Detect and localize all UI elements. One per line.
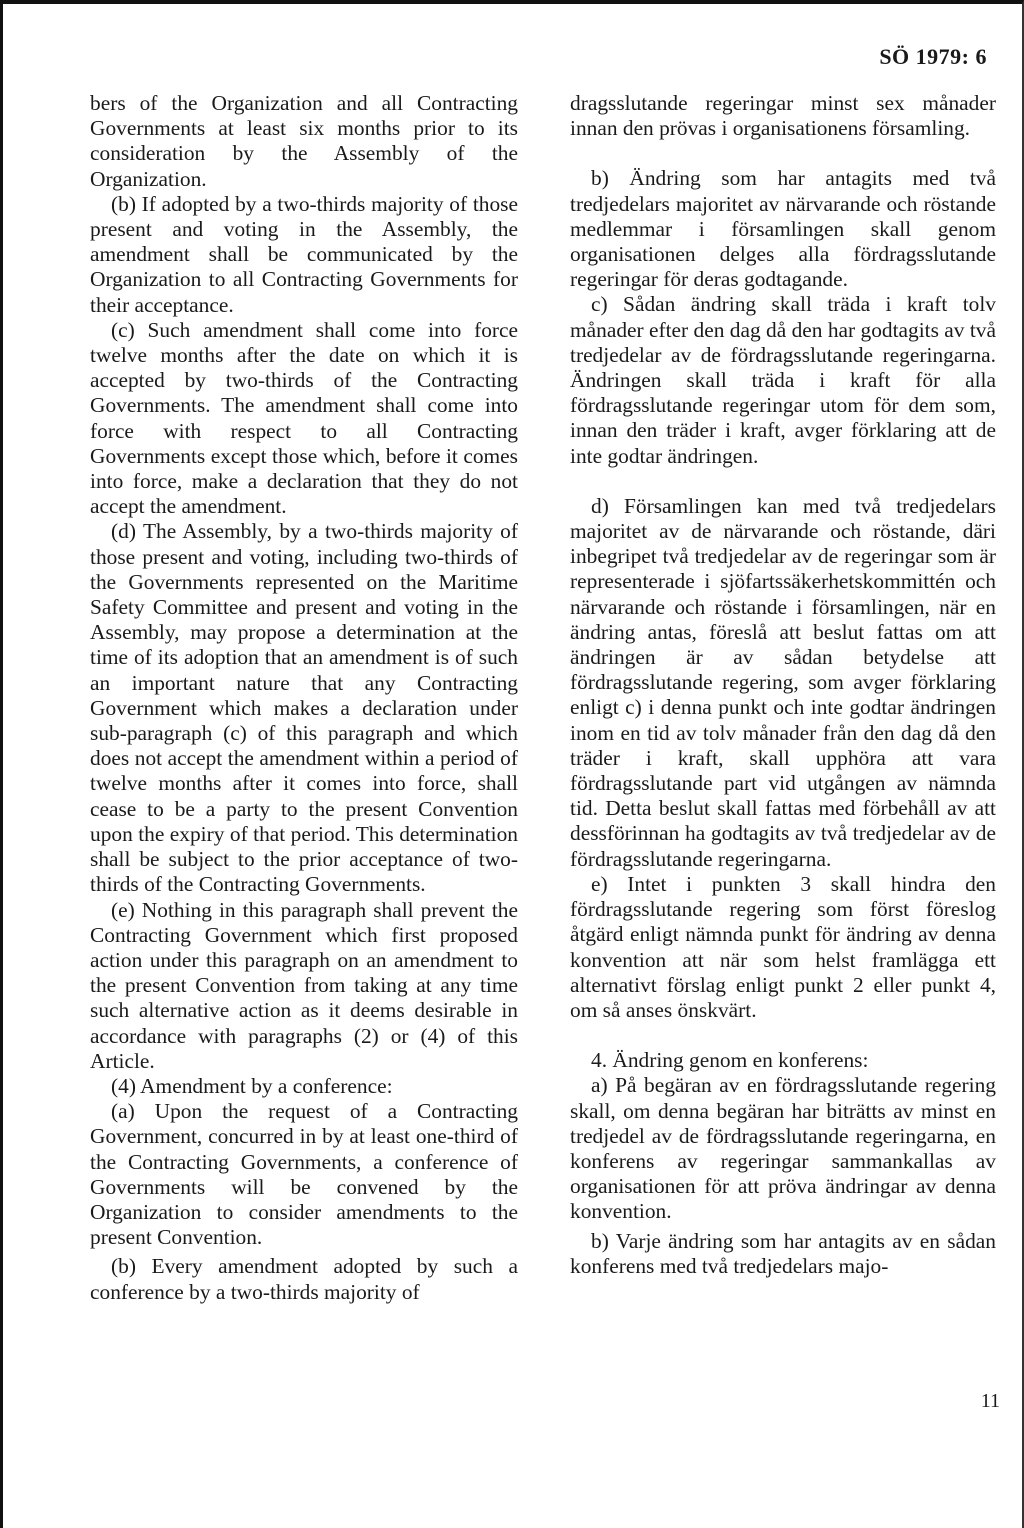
- section-4-heading-sv: 4. Ändring genom en konferens:: [591, 1048, 869, 1073]
- paragraph-4a-sv: a) På begäran av en fördragsslutande regering skall, om denna begäran har biträtts av minst en tredjedel av de fördragsslutande regeringarna, en konferens av regeringar sammankallas av organisationen för att pröva ändringar av denna konvention.: [570, 1073, 996, 1224]
- paragraph-3e-sv: e) Intet i punkten 3 skall hindra den fördragsslutande regering som först föreslog åtgärd enligt nämnda punkt för ändring av denna konvention att när som helst framlägga ett alternativt förslag enligt punkt 2 eller punkt 4, om så anses önskvärt.: [570, 871, 996, 1022]
- page-number: 11: [980, 1390, 1000, 1412]
- paragraph-3a-continued: bers of the Organization and all Contracting Governments at least six months prior to its consideration by the Assembly of the Organization.: [90, 91, 518, 191]
- paragraph-3a-continued-sv: dragsslutande regeringar minst sex månader innan den prövas i organisationens församling.: [570, 91, 996, 141]
- paragraph-3b: (b) If adopted by a two-thirds majority of those present and voting in the Assembly, the amendment shall be communicated by the Organization to all Contracting Governments for their acceptance.: [90, 191, 518, 317]
- paragraph-3d-sv: d) Församlingen kan med två tredjedelars majoritet av de närvarande och röstande, däri inbegripet två tredjedelar av de regeringar som är representerade i sjöfartssäkerhetskommittén och närvarande och röstande i församlingen, när en ändring antas, föreslå att beslut fattas om att ändringen är av sådan betydelse att fördragsslutande regering, som avger förklaring enligt c) i denna punkt och inte godtar ändringen inom en tid av tolv månader från den dag då den träder i kraft, skall upphöra att vara fördragsslutande part vid utgången av nämnda tid. Detta beslut skall fattas med förbehåll av att dessförinnan ha godtagits av två tredjedelar av de fördragsslutande regeringarna.: [570, 493, 996, 871]
- paragraph-3c-sv: c) Sådan ändring skall träda i kraft tolv månader efter den dag då den har godtagits av två tredjedelar av de fördragsslutande regeringarna. Ändringen skall träda i kraft för alla fördragsslutande regeringar utom för dem som, innan den träder i kraft, avger förklaring att de inte godtar ändringen.: [570, 292, 996, 468]
- paragraph-3e: (e) Nothing in this paragraph shall prevent the Contracting Government which first proposed action under this paragraph on an amendment to the present Convention from taking at any time such alternative action as it deems desirable in accordance with paragraphs (2) or (4) of this Article.: [90, 897, 518, 1073]
- section-4-heading: (4) Amendment by a conference:: [111, 1073, 393, 1098]
- paragraph-3c: (c) Such amendment shall come into force twelve months after the date on which it is accepted by two-thirds of the Contracting Governments. The amendment shall come into force with respect to all Contracting Governments except those which, before it comes into force, make a declaration that they do not accept the amendment.: [90, 317, 518, 519]
- english-text-column: [90, 91, 518, 1305]
- paragraph-4b: (b) Every amendment adopted by such a conference by a two-thirds majority of: [90, 1254, 518, 1304]
- document-reference: SÖ 1979: 6: [879, 44, 987, 69]
- paragraph-4a: (a) Upon the request of a Contracting Government, concurred in by at least one-third of the Contracting Governments, a conference of Governments will be convened by the Organization to consider amendments to the present Convention.: [90, 1099, 518, 1250]
- swedish-text-column: [570, 91, 996, 1279]
- paragraph-3b-sv: b) Ändring som har antagits med två tredjedelars majoritet av närvarande och röstande medlemmar i församlingen skall genom organisationen delges alla fördragsslutande regeringar för deras godtagande.: [570, 166, 996, 292]
- paragraph-3d: (d) The Assembly, by a two-thirds majority of those present and voting, including two-thirds of the Governments represented on the Maritime Safety Committee and present and voting in the Assembly, may propose a determination at the time of its adoption that an amendment is of such an important nature that any Contracting Government which makes a declaration under sub-paragraph (c) of this paragraph and which does not accept the amendment within a period of twelve months after it comes into force, shall cease to be a party to the present Convention upon the expiry of that period. This determination shall be subject to the prior acceptance of two-thirds of the Contracting Governments.: [90, 519, 518, 897]
- paragraph-4b-sv: b) Varje ändring som har antagits av en sådan konferens med två tredjedelars majo-: [570, 1228, 996, 1278]
